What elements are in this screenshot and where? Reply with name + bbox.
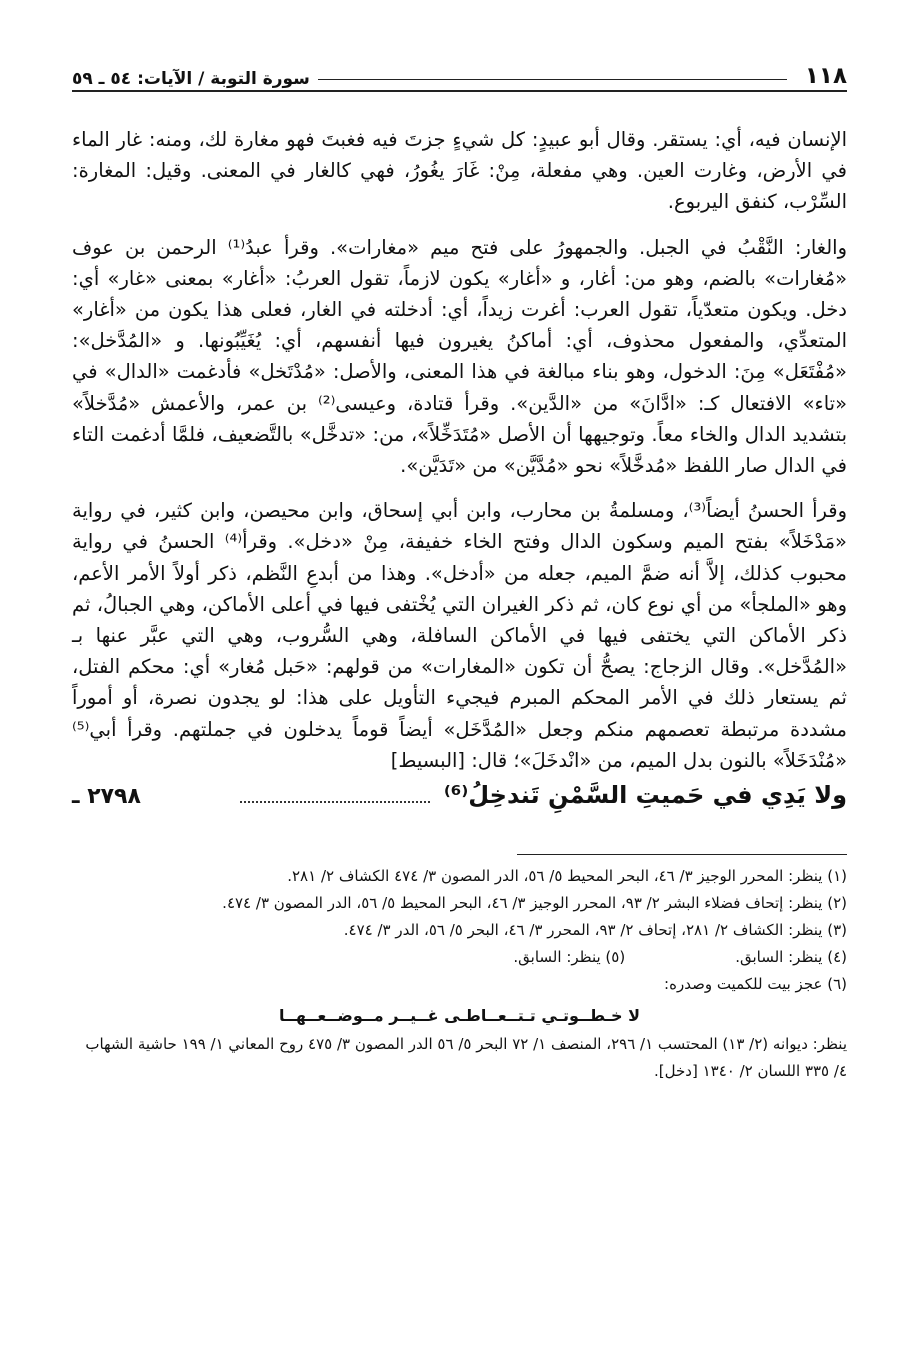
running-header <box>72 38 847 92</box>
verse-text: ولا يَدِي في حَميتِ السَّمْنِ تَندخِلُ⁽⁶⁾ <box>443 781 847 810</box>
surah-title: سورة التوبة / الآيات: ٥٤ ـ ٥٩ <box>72 69 310 89</box>
paragraph-2: والغار: النَّقْبُ في الجبل. والجمهورُ على فتح ميم «مغارات». وقرأ عبدُ⁽¹⁾ الرحمن بن عوف «مُغارات» بالضم، وهو من: أغار، و «أغار» يكون لازماً، تقول العربُ: «أغار» بمعنى «غار» أي: دخل. ويكون متعدّياً، تقول العرب: أغرت زيداً، أي: أدخلته في الغار، فعلى هذا يكون من «أغار» المتعدِّي، والمفعول محذوف، أي: أماكنُ يغيرون فيها أنفسهم، أي: يُغَيِّبُونها. و «المُدَّخل»: «مُفْتَعَل» مِنَ: الدخول، وهو بناء مبالغة في هذا المعنى، والأصل: «مُدْتَخل» فأدغمت «الدال» في «تاء» الافتعال كـ: «ادَّانَ» من «الدَّين». وقرأ قتادة، وعيسى⁽²⁾ بن عمر، والأعمش «مُدَّخلاً» بتشديد الدال والخاء معاً. وتوجيهها أن الأصل «مُتَدَخِّلاً»، من: «تدخَّل» بالتَّضعيف، فلمَّا أدغمت التاء في الدال صار اللفظ «مُدخَّلاً» نحو «مُدَّيَّن» من «تَدَيَّن». <box>72 235 848 478</box>
footnote-row-4-5 <box>72 944 847 971</box>
paragraph-3: وقرأ الحسنُ أيضاً⁽³⁾، ومسلمةُ بن محارب، وابن أبي إسحاق، وابن محيصن، وابن كثير، في رواية «مَدْخَلاً» بفتح الميم وسكون الدال وفتح الخاء خفيفة، مِنْ «دخل». وقرأ⁽⁴⁾ الحسنُ في رواية محبوب كذلك، إلاَّ أنه ضمَّ الميم، جعله من «أدخل». وهذا من أبدعِ النَّظم، ذكر أولاً الأمر الأعم، وهو «الملجأ» من أي نوع كان، ثم ذكر الغيران التي يُخْتفى فيها في أعلى الأماكن، وهي الجبالُ، ثم ذكر الأماكن التي يختفى فيها في الأماكن السافلة، وهي السُّروب، وهي التي عبَّر عنها بـ «المُدَّخل». وقال الزجاج: يصحُّ أن تكون «المغارات» من قولهم: «حَبل مُغار» أي: محكم الفتل، ثم يستعار ذلك في الأمر المحكم المبرم فيجيء التأويل على هذا: لو يجدون نصرة، أو أموراً مشددة مرتبطة تعصمهم منكم وجعل «المُدَّخَل» أيضاً قوماً يدخلون في جملتهم. وقرأ أبي⁽⁵⁾ «مُنْدَخَلاً» بالنون بدل الميم، من «انْدخَلَ»؛ قال: [البسيط] <box>72 499 848 772</box>
verse-dotted-leader <box>240 801 430 803</box>
page-number: ١١٨ <box>804 63 847 89</box>
footnote-poem-line: لا خـطــوتـي تـتــعــاطـى غــيــر مــوضــعــهــا <box>278 1006 641 1026</box>
poetry-verse <box>72 780 847 820</box>
verse-number: ٢٧٩٨ ـ <box>72 784 141 810</box>
footnote-2: (٢) ينظر: إتحاف فضلاء البشر ٢/ ٩٣، المحرر الوجيز ٣/ ٤٦، البحر المحيط ٥/ ٥٦، الدر المصون ٣/ ٤٧٤. <box>222 894 847 913</box>
main-text <box>72 124 847 820</box>
footnote-3: (٣) ينظر: الكشاف ٢/ ٢٨١، إتحاف ٢/ ٩٣، المحرر ٣/ ٤٦، البحر ٥/ ٥٦، الدر ٣/ ٤٧٤. <box>343 921 847 940</box>
footnotes <box>72 863 847 1085</box>
footnote-5: (٥) ينظر: السابق. <box>513 948 626 967</box>
header-rule <box>318 79 787 80</box>
footnote-separator <box>517 854 847 855</box>
document-page <box>72 38 847 1085</box>
footnote-source: ينظر: ديوانه (٢/ ١٣) المحتسب ١/ ٢٩٦، المنصف ١/ ٧٢ البحر ٥/ ٥٦ الدر المصون ٣/ ٤٧٥ روح المعاني ١/ ١٩٩ حاشية الشهاب ٤/ ٣٣٥ اللسان ٢/ ١٣٤٠ [دخل]. <box>85 1035 847 1081</box>
paragraph-1: الإنسان فيه، أي: يستقر. وقال أبو عبيدٍ: كل شيءٍ جزتَ فيه فغبتَ فهو مغارة لك، ومنه: غار الماء في الأرض، وغارت العين. وهي مفعلة، مِنْ: غَارَ يغُورُ، فهي كالغار في المعنى. وقيل: المغارة: السِّرْب، كنفق اليربوع. <box>72 128 847 214</box>
footnote-4: (٤) ينظر: السابق. <box>735 948 847 967</box>
footnote-1: (١) ينظر: المحرر الوجيز ٣/ ٤٦، البحر المحيط ٥/ ٥٦، الدر المصون ٣/ ٤٧٤ الكشاف ٢/ ٢٨١. <box>287 867 847 886</box>
footnote-6: (٦) عجز بيت للكميت وصدره: <box>664 975 847 994</box>
